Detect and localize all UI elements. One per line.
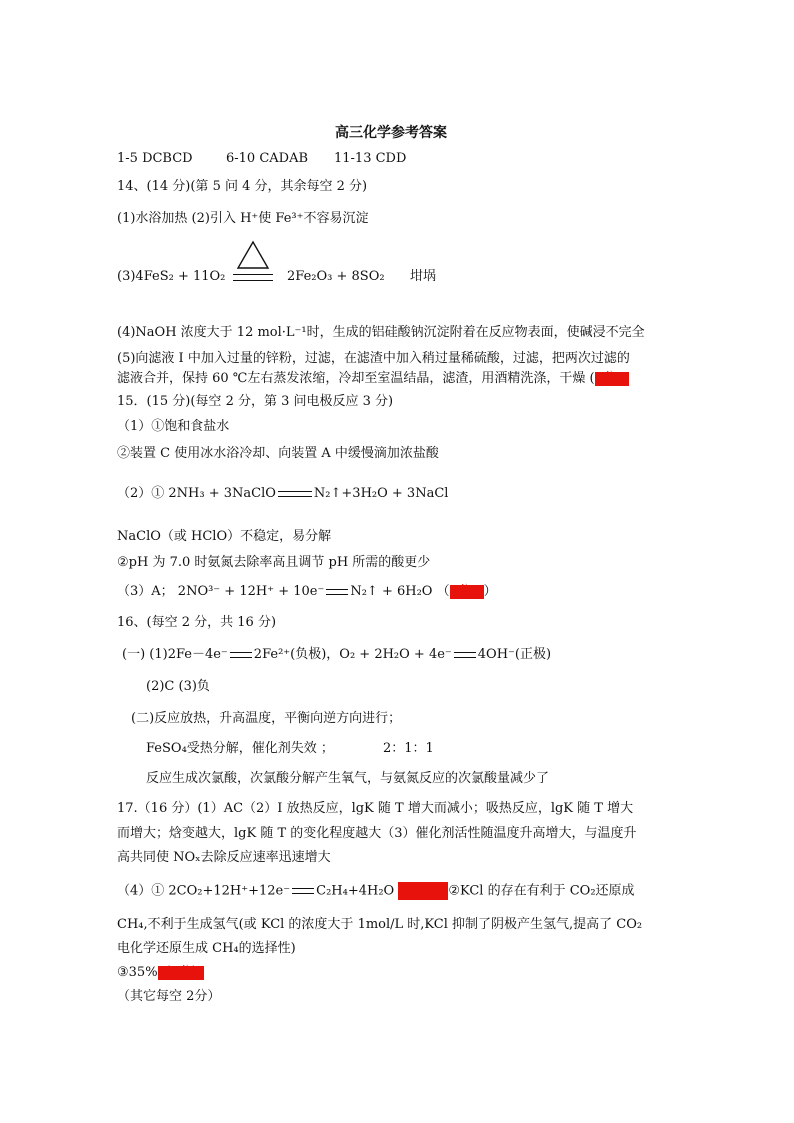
q17-answer-line1: 17.（16 分）(1）AC（2）I 放热反应，lgK 随 T 增大而减小；吸热反应，lgK 随 T 增大 — [117, 801, 634, 816]
q16-answer-1 — [122, 646, 551, 664]
q17-answer-line3: 高共同使 NOₓ去除反应速率迅速增大 — [117, 850, 331, 865]
q17-answer-line5: CH₄,不利于生成氢气(或 KCl 的浓度大于 1mol/L 时,KCl 抑制了阴极产生氢气,提高了 CO₂ — [117, 917, 643, 932]
q16-eq-part3: 4OH⁻(正极) — [477, 647, 552, 662]
q17-answer-4 — [117, 882, 635, 901]
q15-eq3-lhs: （3）A； 2NO³⁻ + 12H⁺ + 10e⁻ — [117, 584, 325, 599]
equation-equals-sign — [233, 274, 273, 281]
q16-answer-2-3: (2)C (3)负 — [146, 679, 210, 694]
q15-answer-3 — [117, 583, 497, 601]
q16-answer-part2-3: 反应生成次氯酸，次氯酸分解产生氧气，与氨氮反应的次氯酸量减少了 — [146, 771, 550, 786]
q14-answer-3-apparatus: 坩埚 — [410, 269, 437, 284]
q16-answer-part2-ratio: 2：1：1 — [383, 741, 434, 756]
q16-answer-part2-2: FeSO₄受热分解，催化剂失效 ； — [146, 741, 334, 756]
q17-answer-3 — [117, 964, 204, 982]
q15-answer-2b: ②pH 为 7.0 时氨氮去除率高且调节 pH 所需的酸更少 — [117, 555, 431, 570]
q17-eq-rhs: C₂H₄+4H₂O — [316, 883, 395, 899]
score-highlight: （3分） — [157, 964, 205, 980]
q14-answer-5-line1: (5)向滤液 I 中加入过量的锌粉，过滤，在滤渣中加入稍过量稀硫酸，过滤，把两次过滤的 — [117, 351, 630, 366]
q15-eq3-end: ） — [483, 584, 497, 599]
q17-answer-line2: 而增大；焓变越大，lgK 随 T 的变化程度越大（3）催化剂活性随温度升高增大，与温度升 — [117, 826, 637, 841]
score-highlight: 4分 — [595, 372, 629, 386]
q16-header: 16、(每空 2 分，共 16 分) — [117, 615, 277, 630]
q14-answer-5-line2 — [117, 370, 629, 388]
mc-answers-6-10: 6-10 CADAB — [226, 151, 309, 166]
q15-eq3-rhs: N₂↑ + 6H₂O （ — [350, 584, 450, 599]
q14-answer-5-text: 滤液合并，保持 60 ℃左右蒸发浓缩，冷却至室温结晶，滤渣，用酒精洗涤，干燥 ( — [117, 371, 595, 386]
q14-answer-1-2: (1)水浴加热 (2)引入 H⁺使 Fe³⁺不容易沉淀 — [117, 211, 369, 226]
heat-triangle-icon — [236, 240, 270, 270]
q15-answer-2-reason: NaClO（或 HClO）不稳定，易分解 — [117, 529, 332, 544]
q14-eq-rhs: 2Fe₂O₃ + 8SO₂ — [287, 269, 385, 284]
q17-eq-lhs: （4）① 2CO₂+12H⁺+12e⁻ — [117, 883, 291, 899]
q14-eq-lhs: 4FeS₂ + 11O₂ — [135, 269, 226, 284]
q15-answer-2-equation — [117, 485, 448, 503]
q16-answer-part2-1: (二)反应放热，升高温度，平衡向逆方向进行； — [131, 711, 402, 726]
score-highlight: （3分） — [398, 882, 448, 900]
equation-equals-sign — [278, 491, 312, 497]
equation-equals-sign — [292, 888, 314, 894]
q15-eq-rhs: N₂↑+3H₂O + 3NaCl — [313, 486, 449, 501]
q16-eq-part1: (一) (1)2Fe－4e⁻ — [122, 647, 228, 662]
score-highlight: 3分 — [450, 585, 484, 599]
q15-answer-1a: （1）①饱和食盐水 — [117, 419, 230, 434]
q17-scoring-note: （其它每空 2分） — [117, 989, 221, 1004]
q14-answer-4: (4)NaOH 浓度大于 12 mol·L⁻¹时，生成的铝硅酸钠沉淀附着在反应物表面，使碱浸不完全 — [117, 325, 645, 340]
q14-header: 14、(14 分)(第 5 问 4 分，其余每空 2 分) — [117, 179, 368, 194]
q15-answer-1b: ②装置 C 使用冰水浴冷却、向装置 A 中缓慢滴加浓盐酸 — [117, 446, 439, 461]
equation-equals-sign — [454, 652, 476, 658]
q15-eq-lhs: （2）① 2NH₃ + 3NaClO — [117, 486, 276, 501]
q17-answer-line6: 电化学还原生成 CH₄的选择性) — [117, 941, 296, 956]
q17-answer-3-value: ③35% — [117, 965, 158, 980]
equation-equals-sign — [230, 652, 252, 658]
q17-answer-4-explanation: ②KCl 的存在有利于 CO₂还原成 — [448, 883, 635, 899]
q14-answer-3-prefix — [117, 268, 225, 286]
mc-answers-11-13: 11-13 CDD — [334, 151, 407, 166]
mc-answers-1-5: 1-5 DCBCD — [117, 151, 193, 166]
q15-header: 15．(15 分)(每空 2 分，第 3 问电极反应 3 分) — [117, 394, 394, 409]
equation-equals-sign — [326, 589, 348, 595]
page-title: 高三化学参考答案 — [335, 125, 447, 141]
q16-eq-part2: 2Fe²⁺(负极)，O₂ + 2H₂O + 4e⁻ — [253, 647, 452, 662]
q14-eq-prefix: (3) — [117, 269, 136, 284]
